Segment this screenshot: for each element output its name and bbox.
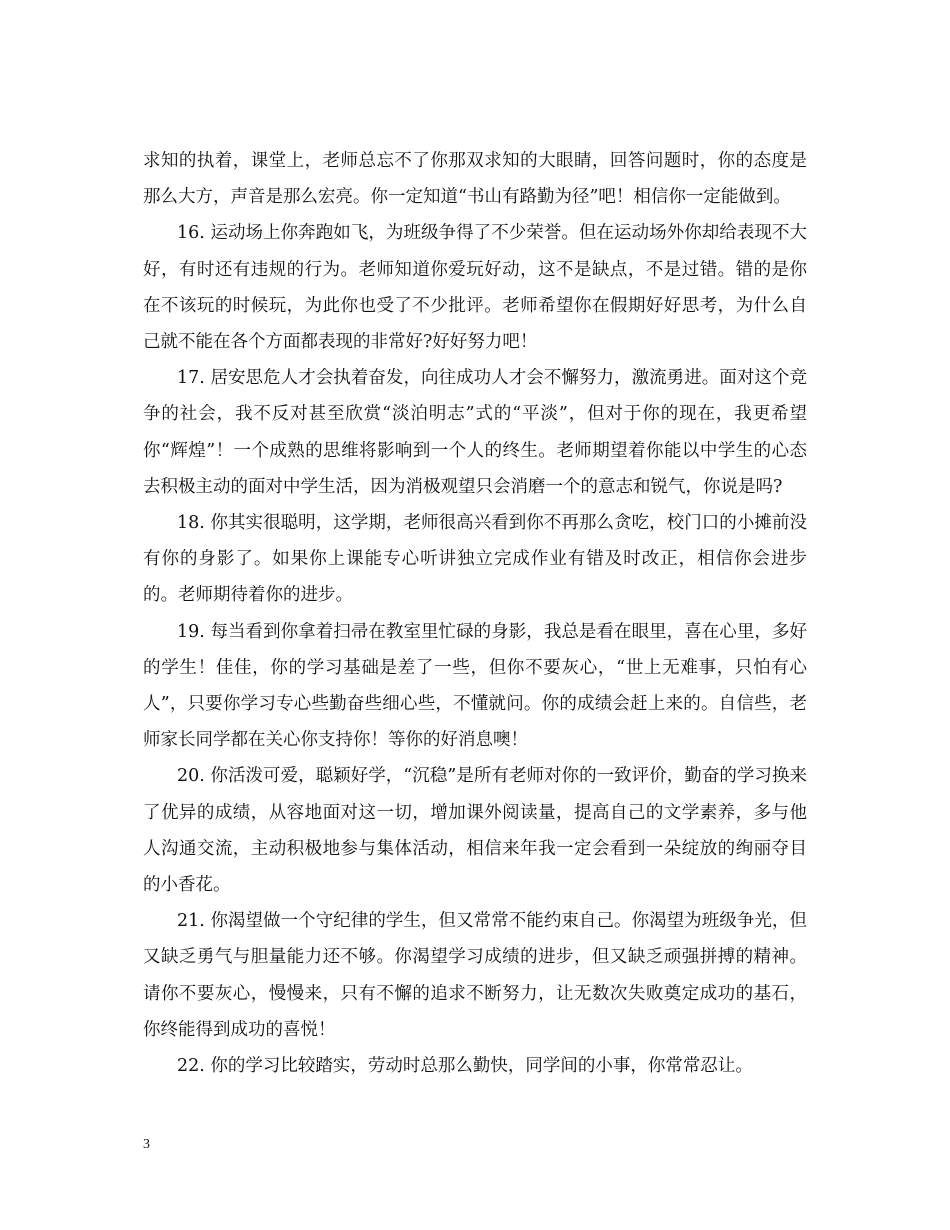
paragraph-19: 19. 每当看到你拿着扫帚在教室里忙碌的身影，我总是看在眼里，喜在心里，多好的学生！佳佳，你的学习基础是差了一些，但你不要灰心，“世上无难事，只怕有心人”，只要你学习专心些勤奋些细心些，不懂就问。你的成绩会赶上来的。自信些，老师家长同学都在关心你支持你！等你的好消息噢！: [143, 621, 807, 751]
paragraph-15-continued: 求知的执着，课堂上，老师总忘不了你那双求知的大眼睛，回答问题时，你的态度是那么大方，声音是那么宏亮。你一定知道“书山有路勤为径”吧！相信你一定能做到。: [143, 151, 807, 208]
paragraph-22: 22. 你的学习比较踏实，劳动时总那么勤快，同学间的小事，你常常忍让。: [177, 1056, 753, 1077]
paragraph-17: 17. 居安思危人才会执着奋发，向往成功人才会不懈努力，激流勇进。面对这个竞争的社会，我不反对甚至欣赏“淡泊明志”式的“平淡”，但对于你的现在，我更希望你“辉煌”！一个成熟的思维将影响到一个人的终生。老师期望着你能以中学生的心态去积极主动的面对中学生活，因为消极观望只会消磨一个的意志和锐气，你说是吗?: [143, 368, 807, 497]
paragraph-18: 18. 你其实很聪明，这学期，老师很高兴看到你不再那么贪吃，校门口的小摊前没有你的身影了。如果你上课能专心听讲独立完成作业有错及时改正，相信你会进步的。老师期待着你的进步。: [143, 513, 807, 606]
page-number: 3: [143, 1137, 150, 1152]
paragraph-21: 21. 你渴望做一个守纪律的学生，但又常常不能约束自己。你渴望为班级争光，但又缺乏勇气与胆量能力还不够。你渴望学习成绩的进步，但又缺乏顽强拼搏的精神。 请你不要灰心，慢慢来，只有不懈的追求不断努力，让无数次失败奠定成功的基石，你终能得到成功的喜悦！: [143, 911, 807, 1040]
paragraph-20: 20. 你活泼可爱，聪颖好学，“沉稳”是所有老师对你的一致评价，勤奋的学习换来了优异的成绩，从容地面对这一切，增加课外阅读量，提高自己的文学素养，多与他人沟通交流，主动积极地参与集体活动，相信来年我一定会看到一朵绽放的绚丽夺目的小香花。: [143, 766, 807, 896]
paragraph-16: 16. 运动场上你奔跑如飞，为班级争得了不少荣誉。但在运动场外你却给表现不大好，有时还有违规的行为。老师知道你爱玩好动，这不是缺点，不是过错。错的是你在不该玩的时候玩，为此你也受了不少批评。老师希望你在假期好好思考，为什么自己就不能在各个方面都表现的非常好?好好努力吧！: [143, 223, 807, 353]
document-body: [143, 143, 807, 1084]
